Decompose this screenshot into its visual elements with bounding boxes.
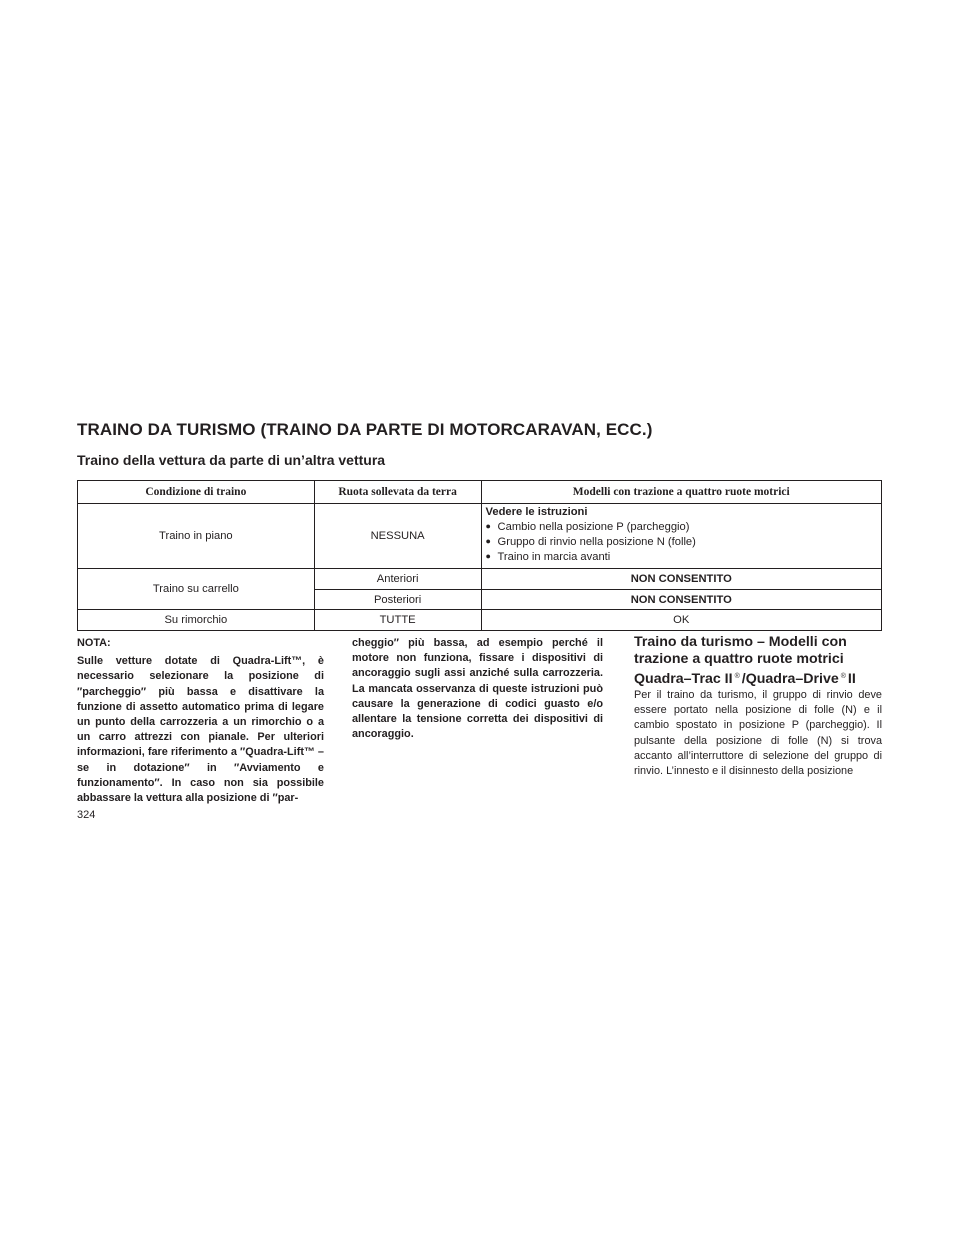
- list-item: [486, 519, 875, 534]
- note-text-continued: cheggio″ più bassa, ad esempio perché il motore non funziona, fissare i dispositivi di ancoraggio sugli assi anziché sulla carrozzeria. La mancata osservanza di queste istruzioni può causare la generazione di codici guasto e/o allentare la tensione corretta dei dispositivi di ancoraggio.: [352, 637, 603, 741]
- subsection-title-part-a: Quadra–Trac II: [634, 671, 733, 687]
- column-left: [77, 636, 324, 806]
- bullet-icon: ●: [485, 536, 491, 546]
- list-item: [486, 549, 875, 564]
- wheels-cell: Posteriori: [314, 590, 481, 610]
- registered-mark: ®: [734, 673, 740, 680]
- bullet-icon: ●: [485, 551, 491, 561]
- bullet-icon: ●: [485, 521, 491, 531]
- condition-cell: Traino in piano: [78, 504, 315, 569]
- value-cell: NON CONSENTITO: [481, 569, 881, 590]
- instructions-title: Vedere le istruzioni: [485, 506, 588, 518]
- table-row: [78, 504, 882, 569]
- wheels-cell: Anteriori: [314, 569, 481, 590]
- subsection-title-line2: trazione a quattro ruote motrici: [634, 651, 844, 667]
- subsection-title-part-c: II: [847, 671, 856, 687]
- subsection-title: [634, 634, 882, 688]
- page-number: 324: [77, 809, 96, 821]
- condition-cell: Traino su carrello: [78, 569, 315, 610]
- wheels-cell: NESSUNA: [314, 504, 481, 569]
- condition-cell: Su rimorchio: [78, 610, 315, 631]
- header-4wd-models: Modelli con trazione a quattro ruote motrici: [481, 481, 881, 504]
- section-title: Traino della vettura da parte di un’altra vettura: [77, 452, 386, 468]
- list-item-text: Cambio nella posizione P (parcheggio): [497, 521, 690, 533]
- registered-mark: ®: [840, 673, 846, 680]
- subsection-title-line1: Traino da turismo – Modelli con: [634, 634, 847, 650]
- page-title: TRAINO DA TURISMO (TRAINO DA PARTE DI MOTORCARAVAN, ECC.): [77, 420, 653, 439]
- subsection-body: Per il traino da turismo, il gruppo di rinvio deve essere portato nella posizione di folle (N) e il cambio spostato in posizione P (parcheggio). Il pulsante della posizione di folle (N) si trova accanto all’interruttore di selezione del gruppo di rinvio. L’innesto e il disinnesto della posizione: [634, 689, 882, 778]
- value-cell: NON CONSENTITO: [481, 590, 881, 610]
- list-item: [486, 534, 875, 549]
- table-row: [78, 569, 882, 590]
- note-label: NOTA:: [77, 637, 111, 649]
- list-item-text: Gruppo di rinvio nella posizione N (folle): [497, 536, 696, 548]
- header-wheels: Ruota sollevata da terra: [314, 481, 481, 504]
- note-text: Sulle vetture dotate di Quadra-Lift™, è necessario selezionare la posizione di ″parcheggio″ più bassa e disattivare la funzione di assetto automatico prima di legare un punto della carrozzeria a un rimorchio o a un carro attrezzi con pianale. Per ulteriori informazioni, fare riferimento a ″Quadra-Lift™ – se in dotazione″ in ″Avviamento e funzionamento″. In caso non sia possibile abbassare la vettura alla posizione di ″par-: [77, 655, 324, 805]
- list-item-text: Traino in marcia avanti: [497, 551, 611, 563]
- table-row: [78, 610, 882, 631]
- column-right: [634, 636, 882, 781]
- wheels-cell: TUTTE: [314, 610, 481, 631]
- value-cell: OK: [481, 610, 881, 631]
- header-condition: Condizione di traino: [78, 481, 315, 504]
- column-middle: [352, 636, 603, 742]
- towing-table: [77, 480, 882, 631]
- instructions-cell: [481, 504, 881, 569]
- subsection-title-part-b: /Quadra–Drive: [741, 671, 839, 687]
- instructions-list: [486, 519, 875, 564]
- table-header-row: [78, 481, 882, 504]
